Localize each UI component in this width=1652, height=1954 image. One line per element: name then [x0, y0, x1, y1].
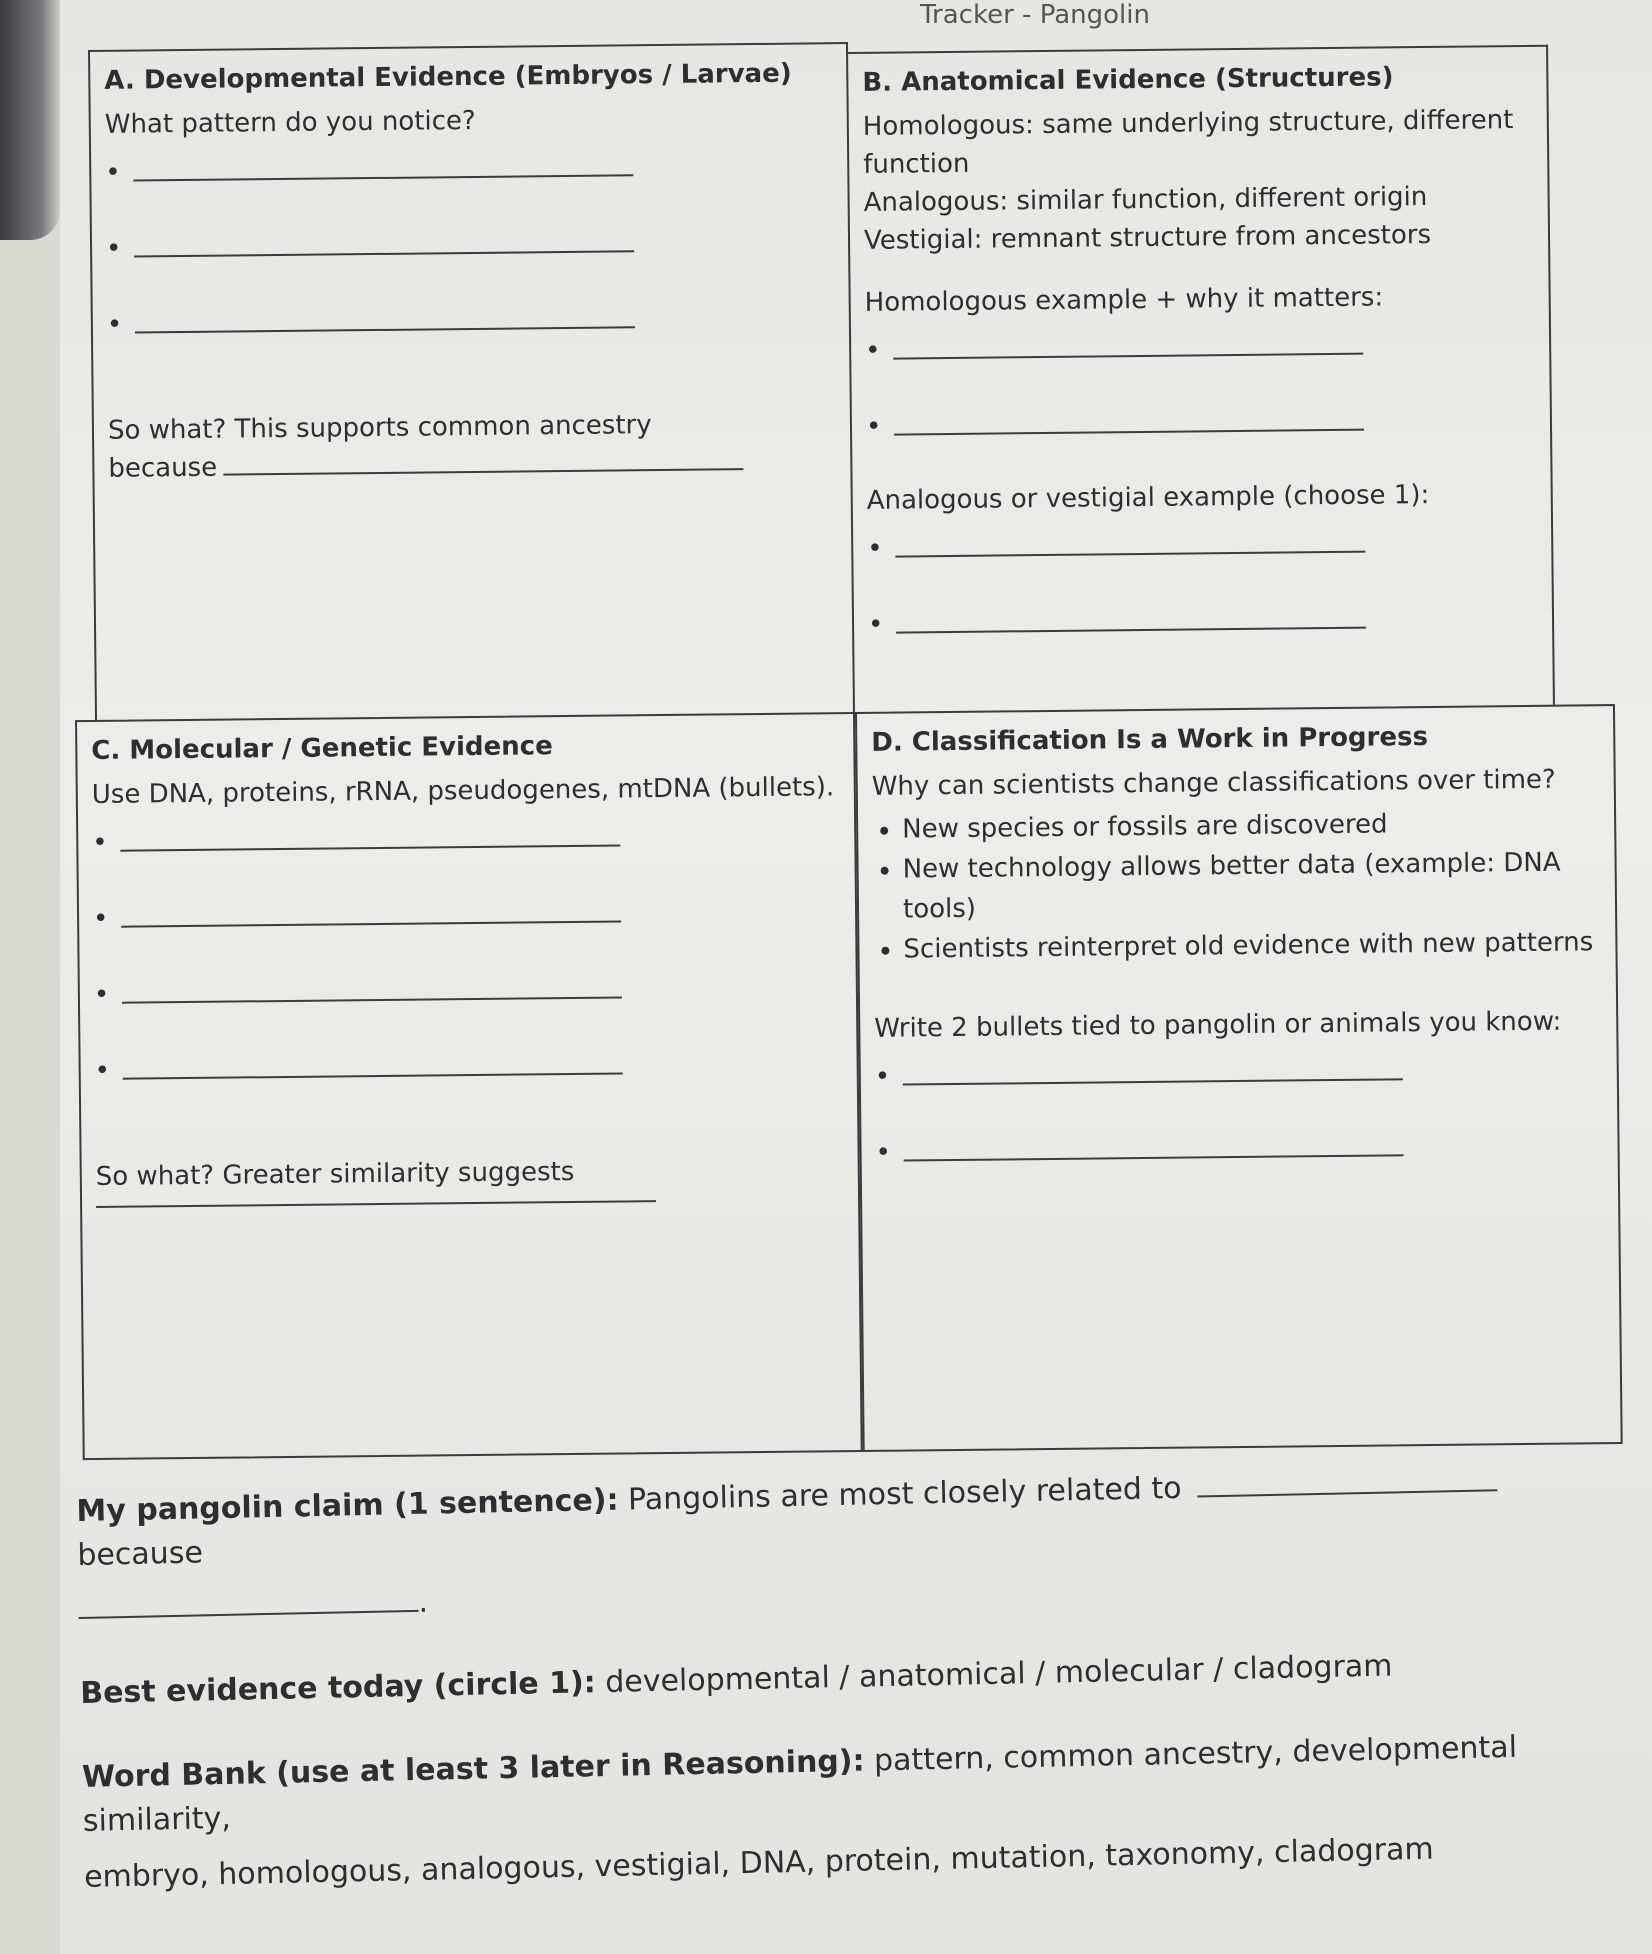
homologous-blank-1[interactable]: • — [865, 315, 1536, 398]
word-bank-words-2: embryo, homologous, analogous, vestigial, DNA, protein, mutation, taxonomy, cladogram — [83, 1831, 1434, 1895]
section-a-because-blank[interactable] — [223, 446, 743, 475]
section-d-blank-2[interactable]: • — [875, 1116, 1604, 1200]
word-bank-label: Word Bank (use at least 3 later in Reasoning): — [81, 1743, 865, 1795]
claim-section — [76, 1458, 1604, 1895]
section-c-conclusion-blank[interactable] — [96, 1188, 845, 1272]
word-bank-row — [82, 1724, 1604, 1844]
evidence-grid — [88, 34, 1633, 1470]
section-c-blank-1[interactable]: • — [92, 806, 841, 890]
list-item: • New species or fossils are discovered — [902, 802, 1600, 849]
claim-because: because — [77, 1535, 204, 1573]
section-c-blank-2[interactable]: • — [93, 882, 842, 966]
claim-reason-blank[interactable] — [78, 1586, 418, 1619]
section-d-heading: D. Classification Is a Work in Progress — [871, 722, 1429, 758]
section-c-blank-3[interactable]: • — [94, 958, 843, 1042]
section-a-conclusion: So what? This supports common ancestry — [107, 410, 652, 446]
section-d-bullets — [872, 802, 1602, 970]
analogous-blank-1[interactable]: • — [867, 513, 1538, 596]
section-a-blank-2[interactable]: • — [106, 212, 835, 296]
section-a-blank-3[interactable]: • — [107, 288, 836, 372]
section-c-prompt: Use DNA, proteins, rRNA, pseudogenes, mtDNA (bullets). — [91, 772, 835, 811]
homologous-blank-2[interactable]: • — [866, 391, 1537, 474]
best-evidence-label: Best evidence today (circle 1): — [79, 1665, 597, 1711]
section-b-heading: B. Anatomical Evidence (Structures) — [862, 62, 1394, 98]
analogous-definition: Analogous: similar function, different origin — [863, 181, 1428, 218]
vestigial-definition: Vestigial: remnant structure from ancestors — [863, 219, 1432, 256]
section-c-blank-4[interactable]: • — [94, 1034, 843, 1118]
word-bank-words-1: pattern, common ancestry, developmental similarity, — [82, 1729, 1518, 1839]
claim-label: My pangolin claim (1 sentence): — [76, 1482, 619, 1529]
claim-reason-row: . — [78, 1556, 1599, 1632]
section-a-blank-1[interactable]: • — [105, 136, 834, 220]
best-evidence-options[interactable]: developmental / anatomical / molecular / cladogram — [604, 1648, 1393, 1700]
page-header: Tracker - Pangolin — [920, 0, 1150, 30]
section-a-prompt: What pattern do you notice? — [104, 105, 476, 140]
list-item: • New technology allows better data (example: DNA tools) — [902, 842, 1601, 929]
claim-related-blank[interactable] — [1197, 1465, 1497, 1497]
section-b-anatomical — [848, 45, 1555, 712]
analogous-prompt: Analogous or vestigial example (choose 1): — [866, 479, 1430, 516]
homologous-prompt: Homologous example + why it matters: — [864, 282, 1384, 318]
section-c-molecular — [75, 712, 863, 1460]
claim-text: Pangolins are most closely related to — [627, 1470, 1182, 1518]
section-d-classification — [855, 704, 1623, 1452]
section-a-heading: A. Developmental Evidence (Embryos / Larvae) — [104, 58, 792, 96]
page-edge-shadow — [0, 0, 60, 240]
homologous-definition: Homologous: same underlying structure, different function — [862, 105, 1514, 180]
section-c-heading: C. Molecular / Genetic Evidence — [91, 731, 553, 767]
best-evidence-row — [80, 1640, 1601, 1716]
section-c-conclusion: So what? Greater similarity suggests — [95, 1156, 575, 1192]
section-d-task: Write 2 bullets tied to pangolin or animals you know: — [874, 1006, 1562, 1044]
analogous-blank-2[interactable]: • — [868, 589, 1539, 672]
list-item: • Scientists reinterpret old evidence with new patterns — [903, 922, 1601, 969]
section-d-prompt: Why can scientists change classifications over time? — [871, 764, 1556, 802]
section-d-blank-1[interactable]: • — [874, 1040, 1603, 1124]
section-a-developmental — [88, 42, 855, 720]
section-a-because-row: because — [108, 442, 836, 488]
